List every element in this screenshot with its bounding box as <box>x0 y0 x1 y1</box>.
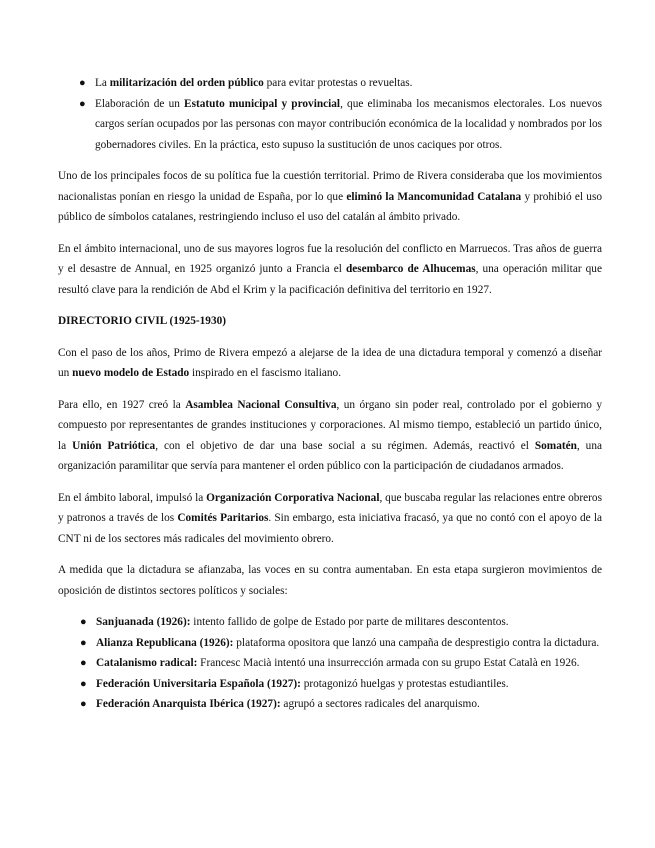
list-item: ● Alianza Republicana (1926): plataforma opositora que lanzó una campaña de desprestigio contra la dictadura. <box>96 633 602 654</box>
paragraph-internacional: En el ámbito internacional, uno de sus mayores logros fue la resolución del conflicto en Marruecos. Tras años de guerra y el desastre de Annual, en 1925 organizó junto a Francia el desembarco de Alhucemas, una operación militar que resultó clave para la rendición de Abd el Krim y la pacificación definitiva del territorio en 1927. <box>58 242 602 296</box>
section-heading: DIRECTORIO CIVIL (1925-1930) <box>58 315 227 327</box>
bullet-icon: ● <box>80 698 87 710</box>
paragraph-laboral: En el ámbito laboral, impulsó la Organización Corporativa Nacional, que buscaba regular las relaciones entre obreros y patronos a través de los Comités Paritarios. Sin embargo, esta iniciativa fracasó, ya que no contó con el apoyo de la CNT ni de los sectores más radicales del movimiento obrero. <box>58 491 602 545</box>
list-item: ● Federación Anarquista Ibérica (1927): agrupó a sectores radicales del anarquismo. <box>96 694 602 715</box>
paragraph-territorial: Uno de los principales focos de su política fue la cuestión territorial. Primo de Rivera consideraba que los movimientos nacionalistas ponían en riesgo la unidad de España, por lo que eliminó la Mancomunidad Catalana y prohibió el uso público de símbolos catalanes, restringiendo incluso el uso del catalán al ámbito privado. <box>58 170 602 223</box>
bullet-icon: ● <box>80 677 87 690</box>
paragraph-oposicion: A medida que la dictadura se afianzaba, las voces en su contra aumentaban. En esta etapa surgieron movimientos de oposición de distintos sectores políticos y sociales: <box>58 564 602 597</box>
bullet-icon: ● <box>80 636 87 649</box>
list-item: ● Federación Universitaria Española (1927): protagonizó huelgas y protestas estudiantiles. <box>96 674 602 695</box>
document-page <box>58 73 602 715</box>
bullet-icon: ● <box>79 97 86 110</box>
bullet-icon: ● <box>80 657 87 669</box>
paragraph-civil: Con el paso de los años, Primo de Rivera empezó a alejarse de la idea de una dictadura temporal y comenzó a diseñar un nuevo modelo de Estado inspirado en el fascismo italiano. <box>58 346 602 379</box>
opposition-list <box>80 612 602 715</box>
list-item: ● Sanjuanada (1926): intento fallido de golpe de Estado por parte de militares descontentos. <box>96 612 602 633</box>
list-item: ● Elaboración de un Estatuto municipal y provincial, que eliminaba los mecanismos electorales. Los nuevos cargos serían ocupados por las personas con mayor contribución económica de la localidad y nombrados por los gobernadores civiles. En la práctica, esto supuso la sustitución de unos caciques por otros. <box>95 94 602 156</box>
bullet-icon: ● <box>80 616 87 628</box>
paragraph-asamblea: Para ello, en 1927 creó la Asamblea Nacional Consultiva, un órgano sin poder real, controlado por el gobierno y compuesto por representantes de grandes instituciones y corporaciones. Al mismo tiempo, estableció un partido único, la Unión Patriótica, con el objetivo de dar una base social a su régimen. Además, reactivó el Somatén, una organización paramilitar que servía para mantener el orden público con la participación de ciudadanos armados. <box>58 398 602 472</box>
list-item: ● La militarización del orden público para evitar protestas o revueltas. <box>95 73 602 94</box>
bullet-icon: ● <box>79 77 86 89</box>
measures-list <box>79 73 602 155</box>
list-item: ● Catalanismo radical: Francesc Macià intentó una insurrección armada con su grupo Estat Català en 1926. <box>96 653 602 674</box>
